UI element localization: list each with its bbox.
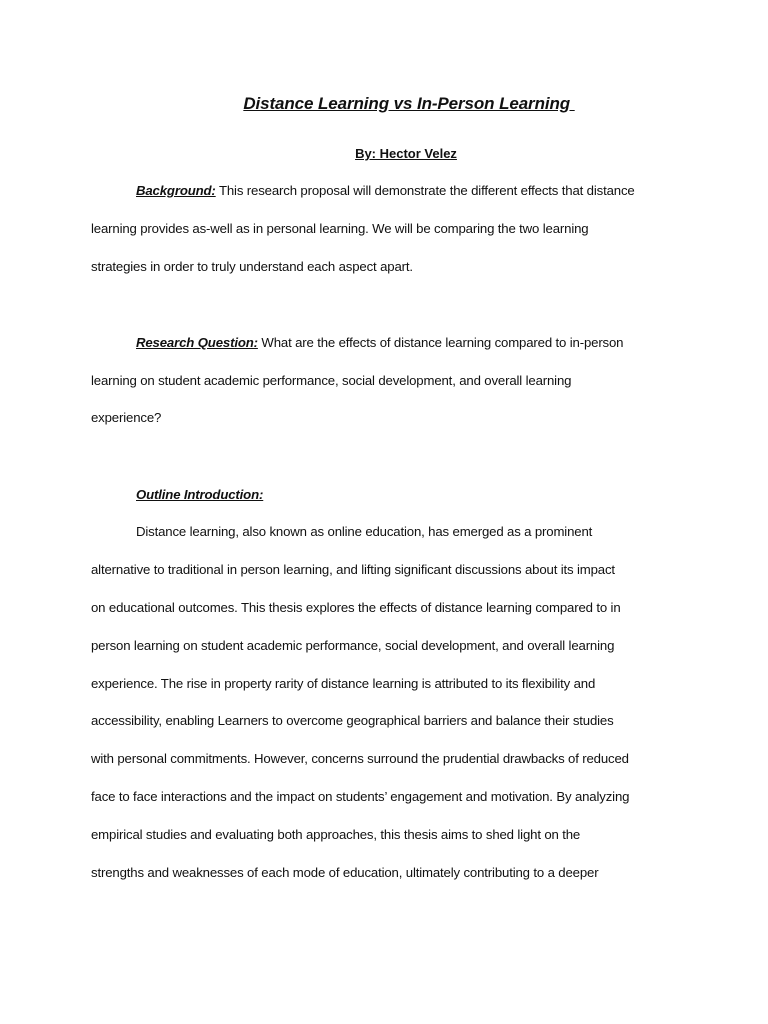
outline-paragraph-line: Distance learning, also known as online education, has emerged as a prominent xyxy=(136,524,593,539)
outline-paragraph-line: with personal commitments. However, concerns surround the prudential drawbacks of reduced xyxy=(91,751,629,766)
background-paragraph-line: learning provides as-well as in personal learning. We will be comparing the two learning xyxy=(91,221,589,236)
background-label: Background: xyxy=(136,183,216,198)
research-question-text: What are the effects of distance learning compared to in-person xyxy=(257,335,624,350)
outline-paragraph-line: strengths and weaknesses of each mode of education, ultimately contributing to a deeper xyxy=(91,865,599,880)
outline-introduction-label: Outline Introduction: xyxy=(136,487,264,502)
background-paragraph-line xyxy=(136,182,635,200)
research-question-line xyxy=(136,334,623,352)
research-question-line: experience? xyxy=(91,410,162,425)
outline-paragraph-line: accessibility, enabling Learners to overcome geographical barriers and balance their studies xyxy=(91,713,614,728)
research-question-label: Research Question: xyxy=(136,335,258,350)
outline-paragraph-line: experience. The rise in property rarity of distance learning is attributed to its flexibility and xyxy=(91,676,596,691)
background-text: This research proposal will demonstrate the different effects that distance xyxy=(215,183,635,198)
outline-paragraph-line: on educational outcomes. This thesis explores the effects of distance learning compared to in xyxy=(91,600,621,615)
background-paragraph-line: strategies in order to truly understand each aspect apart. xyxy=(91,259,413,274)
outline-introduction-heading xyxy=(136,486,263,504)
outline-paragraph-line: person learning on student academic performance, social development, and overall learning xyxy=(91,638,615,653)
outline-paragraph-line: empirical studies and evaluating both approaches, this thesis aims to shed light on the xyxy=(91,827,581,842)
outline-paragraph-line: face to face interactions and the impact on students’ engagement and motivation. By analyzing xyxy=(91,789,630,804)
author-byline: By: Hector Velez xyxy=(355,146,457,161)
outline-paragraph-line: alternative to traditional in person learning, and lifting significant discussions about its impact xyxy=(91,562,615,577)
research-question-line: learning on student academic performance, social development, and overall learning xyxy=(91,373,572,388)
document-title: Distance Learning vs In-Person Learning xyxy=(243,94,575,113)
